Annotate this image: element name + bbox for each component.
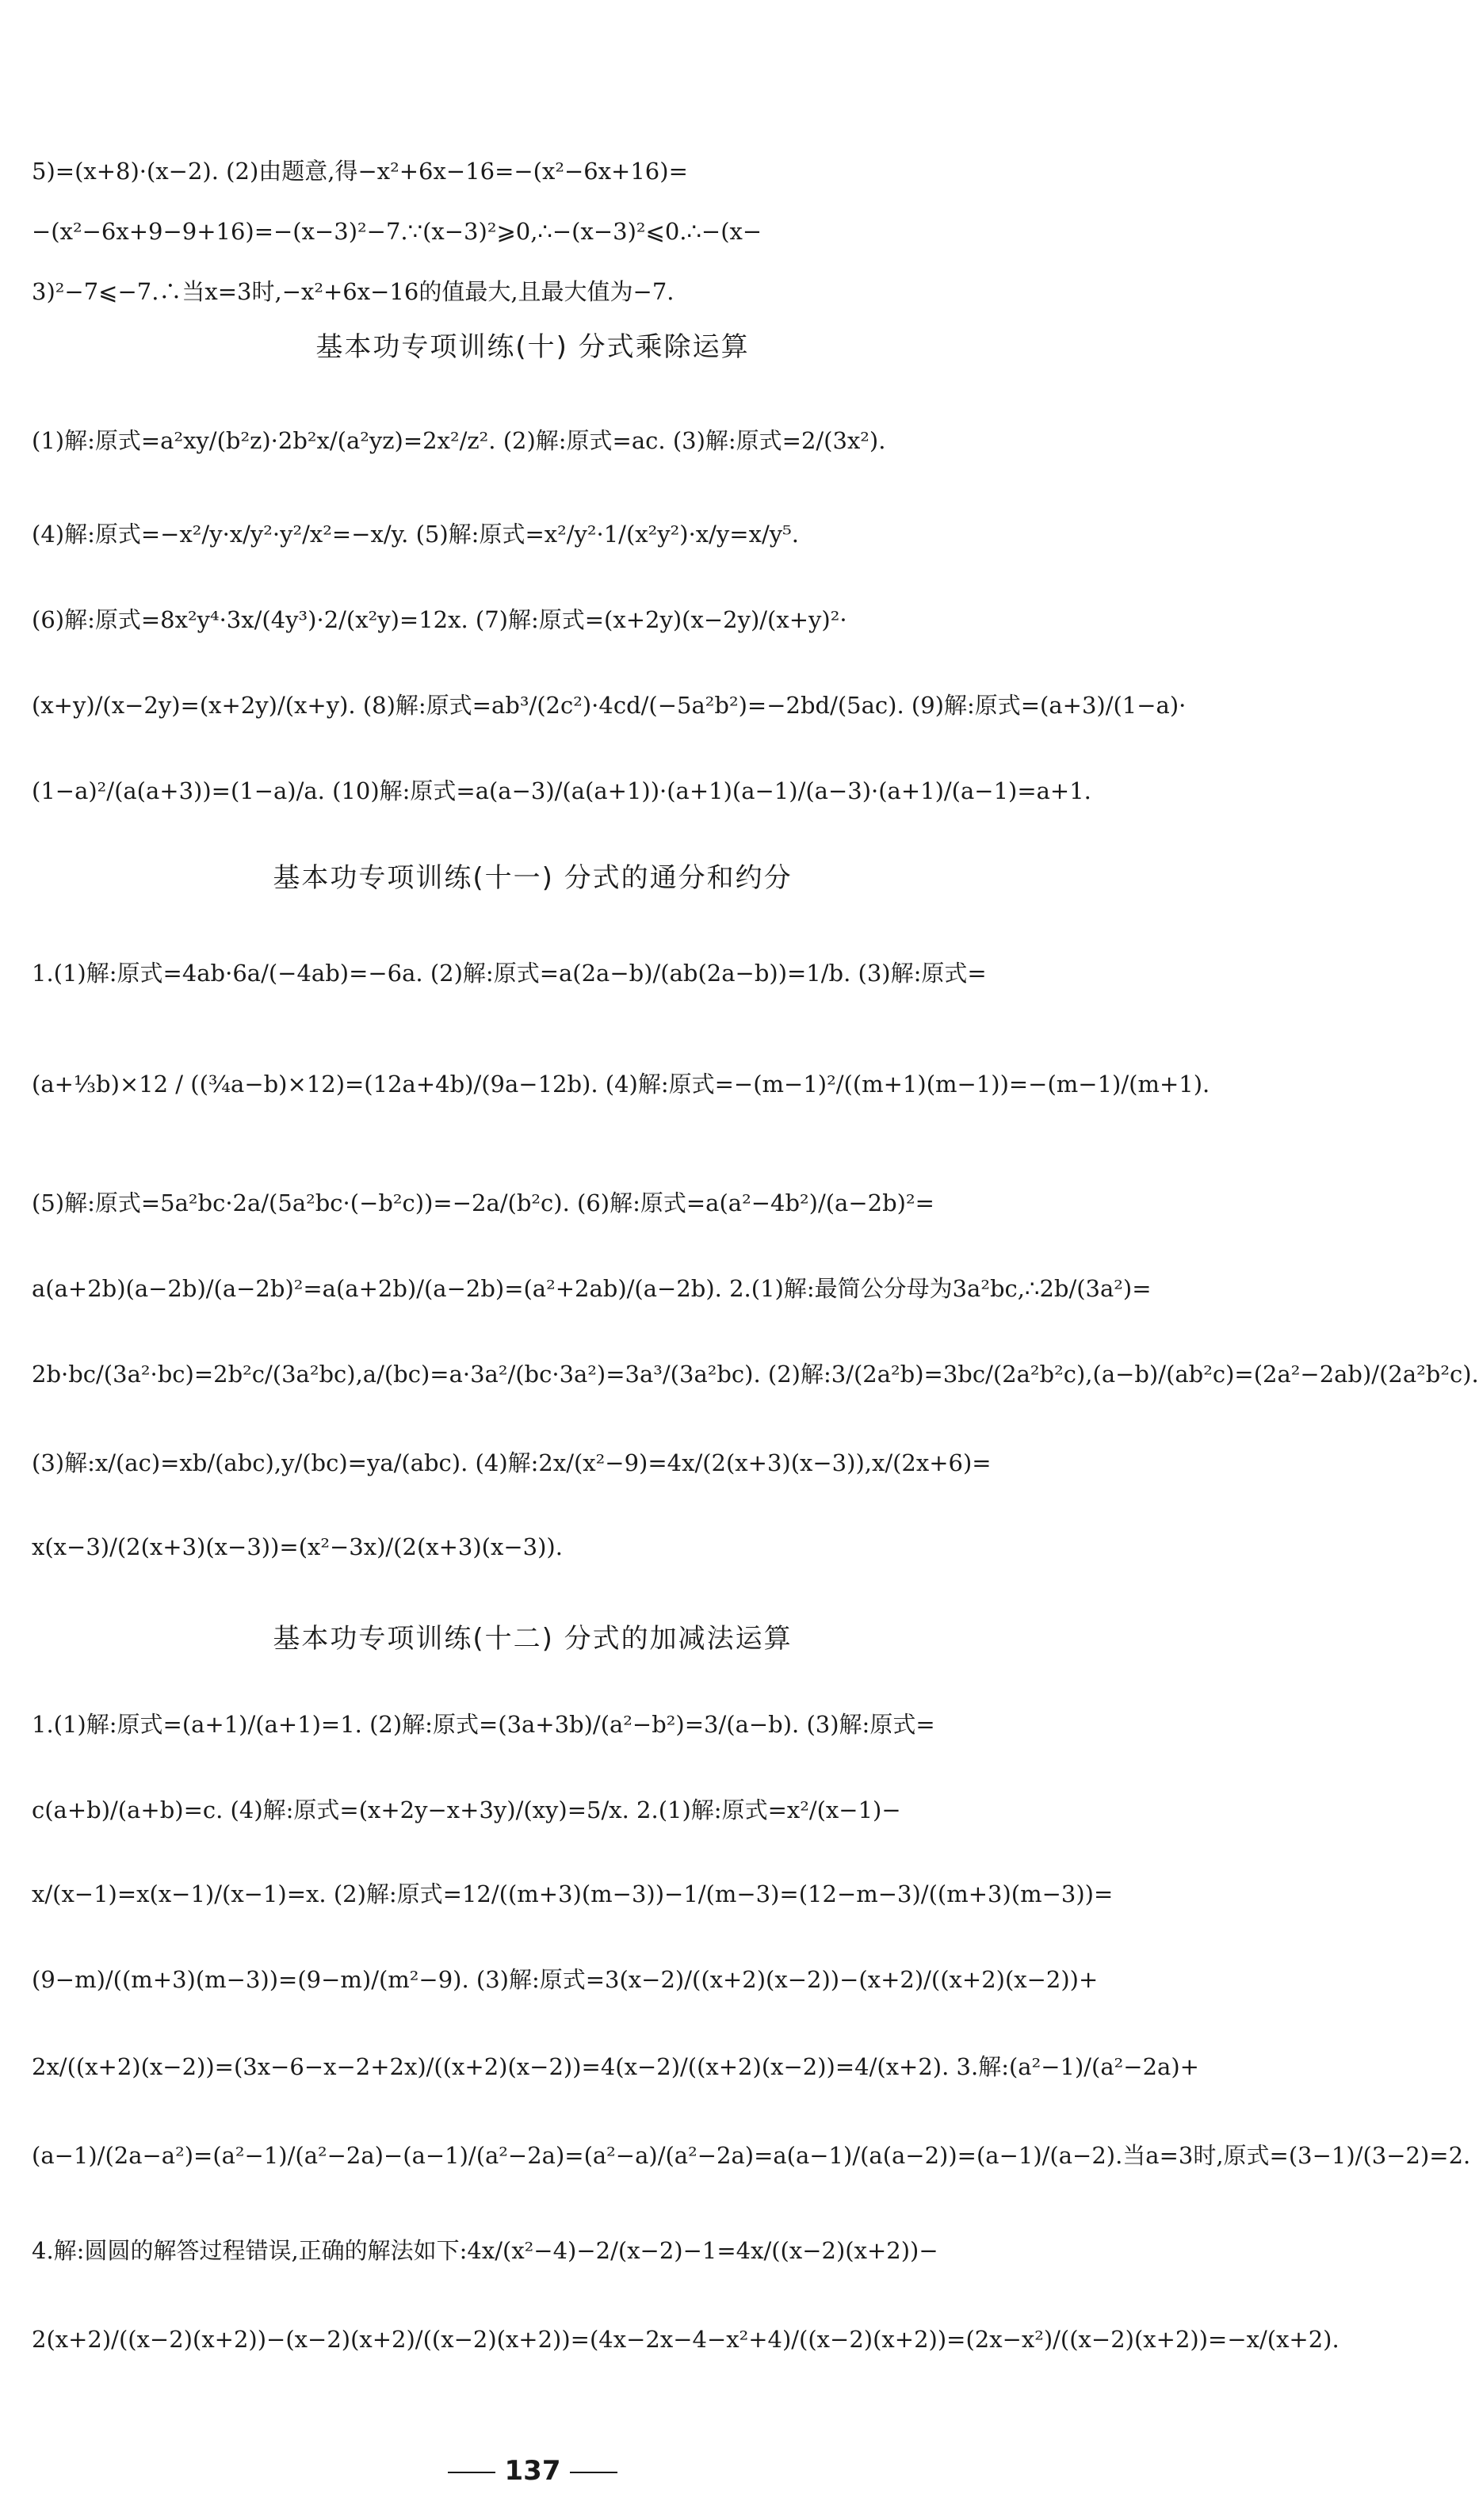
text-line: (6)解:原式=8x²y⁴·3x/(4y³)·2/(x²y)=12x. (7)解:原式=(x+2y)(x−2y)/(x+y)²· [32,606,847,633]
text-line: (1)解:原式=a²xy/(b²z)·2b²x/(a²yz)=2x²/z². (2)解:原式=ac. (3)解:原式=2/(3x²). [32,427,886,454]
text-line: (3)解:x/(ac)=xb/(abc),y/(bc)=ya/(abc). (4)解:2x/(x²−9)=4x/(2(x+3)(x−3)),x/(2x+6)= [32,1449,992,1476]
text-line: c(a+b)/(a+b)=c. (4)解:原式=(x+2y−x+3y)/(xy)=5/x. 2.(1)解:原式=x²/(x−1)− [32,1796,901,1823]
page-number-text: 137 [504,2455,561,2487]
text-line: 4.解:圆圆的解答过程错误,正确的解法如下:4x/(x²−4)−2/(x−2)−1=4x/((x−2)(x+2))− [32,2237,938,2264]
section-heading-12: 基本功专项训练(十二) 分式的加减法运算 [273,1623,793,1655]
text-line: −(x²−6x+9−9+16)=−(x−3)²−7.∵(x−3)²⩾0,∴−(x−3)²⩽0.∴−(x− [32,218,762,245]
text-line: a(a+2b)(a−2b)/(a−2b)²=a(a+2b)/(a−2b)=(a²+2ab)/(a−2b). 2.(1)解:最简公分母为3a²bc,∴2b/(3a²)= [32,1275,1152,1302]
text-line: 2x/((x+2)(x−2))=(3x−6−x−2+2x)/((x+2)(x−2))=4(x−2)/((x+2)(x−2))=4/(x+2). 3.解:(a²−1)/(a²−2a)+ [32,2053,1199,2080]
text-line: 2(x+2)/((x−2)(x+2))−(x−2)(x+2)/((x−2)(x+2))=(4x−2x−4−x²+4)/((x−2)(x+2))=(2x−x²)/((x−2)(x+2))=−x/(x+2). [32,2326,1340,2353]
text-line: 1.(1)解:原式=4ab·6a/(−4ab)=−6a. (2)解:原式=a(2a−b)/(ab(2a−b))=1/b. (3)解:原式= [32,960,987,987]
footer-rule-left [448,2472,495,2473]
text-line: (a+⅓b)×12 / ((¾a−b)×12)=(12a+4b)/(9a−12b). (4)解:原式=−(m−1)²/((m+1)(m−1))=−(m−1)/(m+1). [32,1071,1210,1098]
text-line: (5)解:原式=5a²bc·2a/(5a²bc·(−b²c))=−2a/(b²c). (6)解:原式=a(a²−4b²)/(a−2b)²= [32,1189,934,1216]
text-line: (a−1)/(2a−a²)=(a²−1)/(a²−2a)−(a−1)/(a²−2a)=(a²−a)/(a²−2a)=a(a−1)/(a(a−2))=(a−1)/(a−2).当a=3时,原式=(3−1)/(3−2)=2. [32,2142,1471,2169]
text-line: 5)=(x+8)·(x−2). (2)由题意,得−x²+6x−16=−(x²−6x+16)= [32,158,688,185]
text-line: x(x−3)/(2(x+3)(x−3))=(x²−3x)/(2(x+3)(x−3)). [32,1533,563,1560]
section-heading-10: 基本功专项训练(十) 分式乘除运算 [315,331,750,363]
page-number [0,2455,1065,2487]
text-line: x/(x−1)=x(x−1)/(x−1)=x. (2)解:原式=12/((m+3)(m−3))−1/(m−3)=(12−m−3)/((m+3)(m−3))= [32,1880,1114,1907]
text-line: 3)²−7⩽−7.∴当x=3时,−x²+6x−16的值最大,且最大值为−7. [32,278,675,305]
text-line: 1.(1)解:原式=(a+1)/(a+1)=1. (2)解:原式=(3a+3b)/(a²−b²)=3/(a−b). (3)解:原式= [32,1711,935,1738]
footer-rule-right [570,2472,617,2473]
text-line: (4)解:原式=−x²/y·x/y²·y²/x²=−x/y. (5)解:原式=x²/y²·1/(x²y²)·x/y=x/y⁵. [32,521,799,548]
text-line: 2b·bc/(3a²·bc)=2b²c/(3a²bc),a/(bc)=a·3a²/(bc·3a²)=3a³/(3a²bc). (2)解:3/(2a²b)=3bc/(2a²b²c),(a−b)/(ab²c)=(2a²−2ab)/(2a²b²c). [32,1361,1479,1388]
text-line: (1−a)²/(a(a+3))=(1−a)/a. (10)解:原式=a(a−3)/(a(a+1))·(a+1)(a−1)/(a−3)·(a+1)/(a−1)=a+1. [32,777,1091,804]
text-line: (9−m)/((m+3)(m−3))=(9−m)/(m²−9). (3)解:原式=3(x−2)/((x+2)(x−2))−(x+2)/((x+2)(x−2))+ [32,1966,1099,1993]
section-heading-11: 基本功专项训练(十一) 分式的通分和约分 [273,862,793,894]
text-line: (x+y)/(x−2y)=(x+2y)/(x+y). (8)解:原式=ab³/(2c²)·4cd/(−5a²b²)=−2bd/(5ac). (9)解:原式=(a+3)/(1−a)· [32,692,1187,719]
